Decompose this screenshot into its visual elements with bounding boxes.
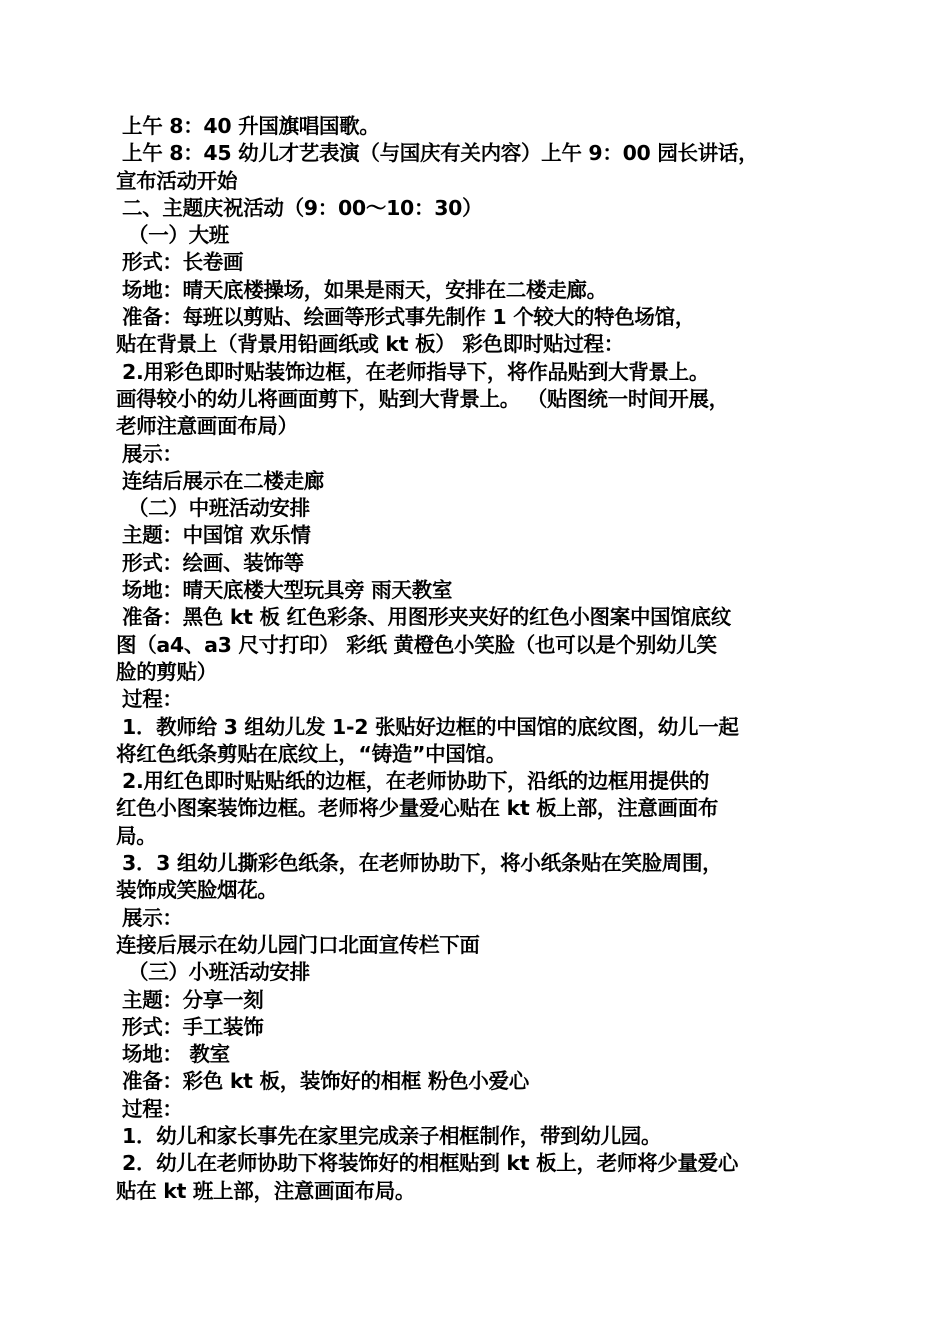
text-line: 展示： [122,441,183,466]
document-body [116,113,846,1205]
text-line: 准备：黑色 kt 板 红色彩条、用图形夹夹好的红色小图案中国馆底纹 [122,605,731,630]
text-line: 过程： [122,687,183,712]
text-line: 将红色纸条剪贴在底纹上，“铸造”中国馆。 [116,741,506,766]
text-line: 贴在背景上（背景用铅画纸或 kt 板） 彩色即时贴过程： [116,332,624,357]
subsection-heading: （一）大班 [128,223,229,248]
text-line: 2．幼儿在老师协助下将装饰好的相框贴到 kt 板上，老师将少量爱心 [122,1151,739,1176]
text-line: 形式：绘画、装饰等 [122,550,304,575]
text-line: 2.用彩色即时贴装饰边框，在老师指导下，将作品贴到大背景上。 [122,359,710,384]
text-line: 过程： [122,1096,183,1121]
text-line: 2.用红色即时贴贴纸的边框，在老师协助下，沿纸的边框用提供的 [122,769,710,794]
text-line: 红色小图案装饰边框。老师将少量爱心贴在 kt 板上部，注意画面布 [116,796,719,821]
text-line: 形式：长卷画 [122,250,244,275]
text-line: 准备：彩色 kt 板，装饰好的相框 粉色小爱心 [122,1069,529,1094]
text-line: 连接后展示在幼儿园门口北面宣传栏下面 [116,932,480,957]
text-line: 1．幼儿和家长事先在家里完成亲子相框制作，带到幼儿园。 [122,1123,662,1148]
text-line: 上午 8：40 升国旗唱国歌。 [122,114,380,138]
text-line: 场地：晴天底楼大型玩具旁 雨天教室 [122,578,453,603]
text-line: 连结后展示在二楼走廊 [122,468,324,493]
text-line: 图（a4、a3 尺寸打印） 彩纸 黄橙色小笑脸（也可以是个别幼儿笑 [116,632,717,657]
text-line: 贴在 kt 班上部，注意画面布局。 [116,1178,416,1203]
text-line: 展示： [122,905,183,930]
subsection-heading: （二）中班活动安排 [128,496,310,521]
text-line: 主题：中国馆 欢乐情 [122,523,311,548]
text-line: 准备：每班以剪贴、绘画等形式事先制作 1 个较大的特色场馆， [122,305,696,330]
subsection-heading: （三）小班活动安排 [128,960,310,985]
text-line: 场地：晴天底楼操场，如果是雨天，安排在二楼走廊。 [122,277,607,302]
text-line: 主题：分享一刻 [122,987,264,1012]
text-line: 局。 [116,823,157,848]
text-line: 宣布活动开始 [116,168,238,193]
text-line: 1．教师给 3 组幼儿发 1-2 张贴好边框的中国馆的底纹图，幼儿一起 [122,714,739,739]
text-line: 脸的剪贴） [116,659,217,684]
section-heading: 二、主题庆祝活动（9：00～10：30） [122,195,483,220]
text-line: 场地： 教室 [122,1042,230,1067]
text-line: 画得较小的幼儿将画面剪下，贴到大背景上。 （贴图统一时间开展， [116,386,729,411]
text-line: 形式：手工装饰 [122,1014,264,1039]
text-line: 上午 8：45 幼儿才艺表演（与国庆有关内容）上午 9：00 园长讲话， [122,141,759,166]
text-line: 老师注意画面布局） [116,414,298,439]
text-line: 3．3 组幼儿撕彩色纸条，在老师协助下，将小纸条贴在笑脸周围， [122,851,723,876]
text-line: 装饰成笑脸烟花。 [116,878,278,903]
